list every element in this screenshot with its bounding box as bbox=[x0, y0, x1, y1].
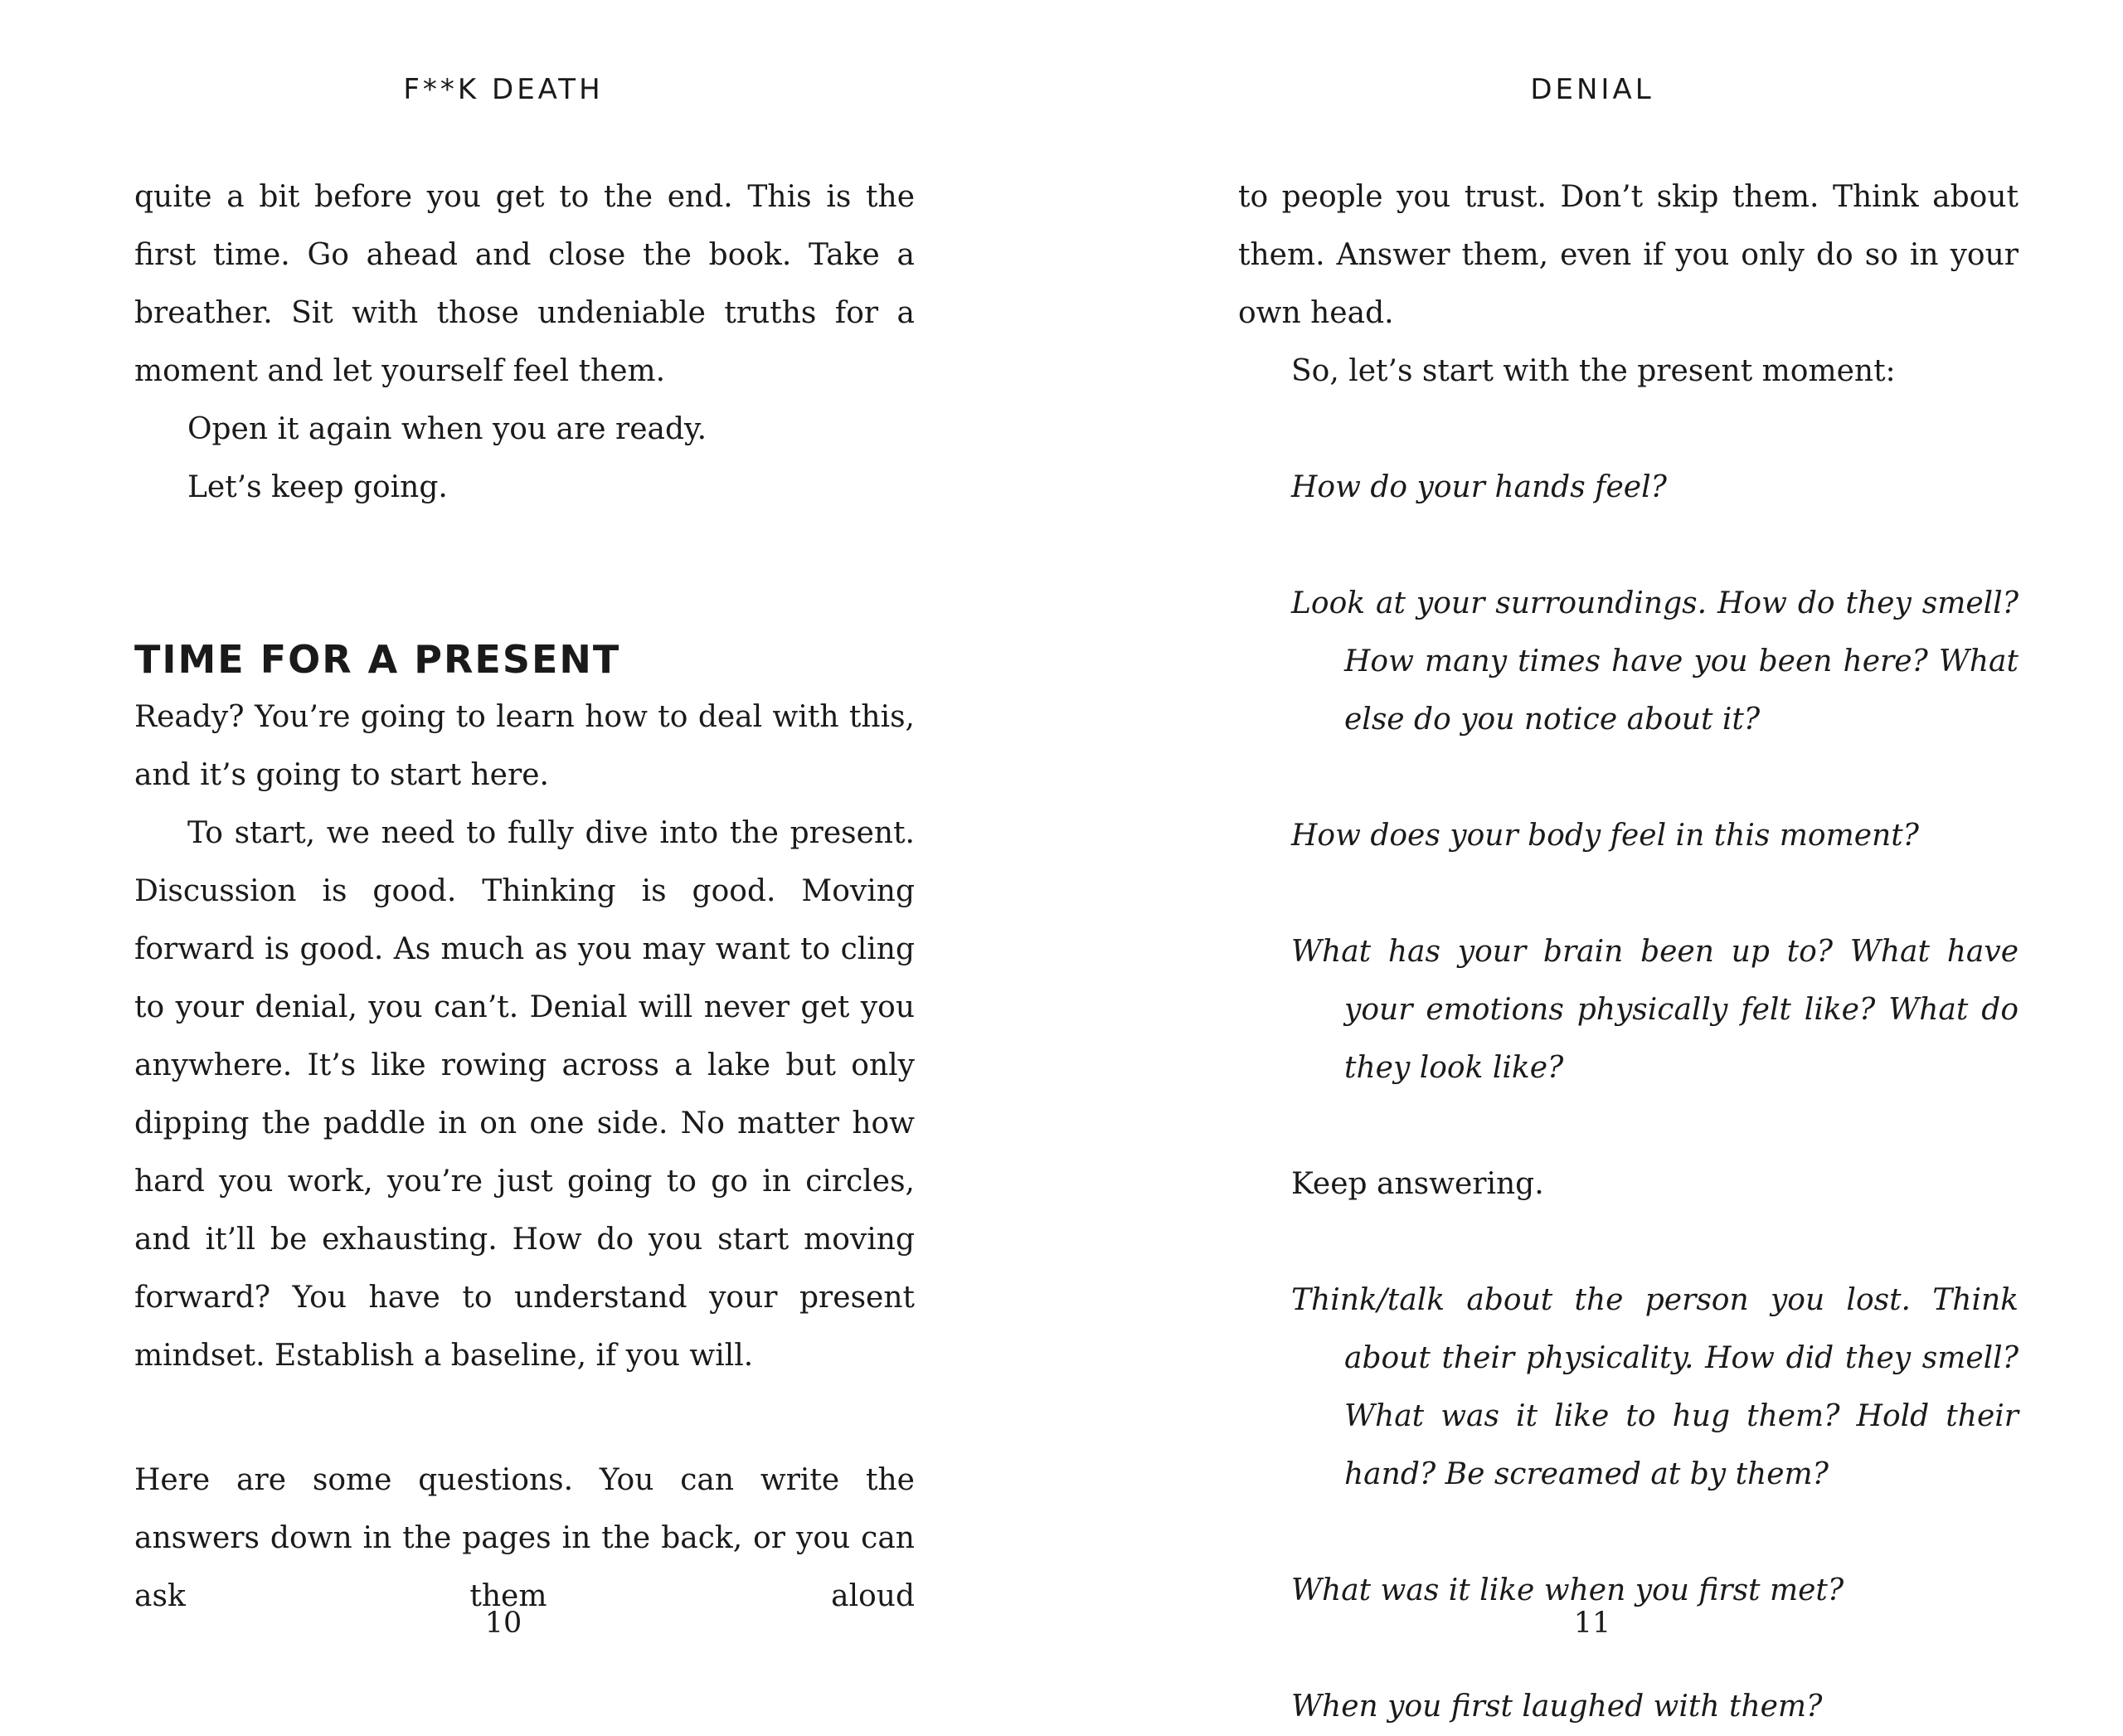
right-text bbox=[1238, 168, 2019, 1736]
para-lets-start: So, let’s start with the present moment: bbox=[1291, 354, 1896, 388]
para-open-again: Open it again when you are ready. bbox=[187, 412, 707, 446]
spacer bbox=[1238, 517, 2019, 575]
para-ready: Ready? You’re going to learn how to deal with this, and it’s going to start here. bbox=[134, 700, 915, 792]
left-bottom-text bbox=[134, 1452, 915, 1626]
page-number-left: 10 bbox=[484, 1607, 522, 1640]
spacer bbox=[1238, 1504, 2019, 1562]
spacer bbox=[1238, 749, 2019, 807]
question-first-met: What was it like when you first met? bbox=[1291, 1573, 1844, 1607]
question-person: Think/talk about the person you lost. Think about their physicality. How did they smell? What was it like to hug them? Hold their hand? Be screamed at by them? bbox=[1291, 1283, 2019, 1491]
section-heading: TIME FOR A PRESENT bbox=[134, 637, 621, 682]
top-paragraph: quite a bit before you get to the end. This is the first time. Go ahead and close the book. Take a breather. Sit with those undeniable truths for a moment and let yourself feel them. bbox=[134, 180, 915, 388]
page-number-right: 11 bbox=[1573, 1607, 1611, 1640]
left-top-text bbox=[134, 168, 915, 517]
left-section-text bbox=[134, 630, 915, 1385]
left-page bbox=[0, 0, 1062, 1699]
para-keep-going: Let’s keep going. bbox=[187, 470, 448, 504]
spacer bbox=[1238, 1097, 2019, 1155]
question-hands: How do your hands feel? bbox=[1291, 470, 1667, 504]
top-paragraph-right: to people you trust. Don’t skip them. Think about them. Answer them, even if you only do so in your own head. bbox=[1238, 180, 2019, 330]
running-head-left: F**K DEATH bbox=[403, 73, 604, 106]
question-brain: What has your brain been up to? What have your emotions physically felt like? What do they look like? bbox=[1291, 935, 2019, 1085]
para-questions: Here are some questions. You can write the answers down in the pages in the back, or you can ask them aloud bbox=[134, 1463, 915, 1613]
question-body: How does your body feel in this moment? bbox=[1291, 819, 1919, 853]
question-surroundings: Look at your surroundings. How do they smell? How many times have you been here? What else do you notice about it? bbox=[1291, 586, 2019, 737]
spacer bbox=[1238, 865, 2019, 923]
right-page bbox=[1062, 0, 2123, 1724]
spacer bbox=[1238, 401, 2019, 459]
para-to-start: To start, we need to fully dive into the present. Discussion is good. Thinking is good. Moving forward is good. As much as you may want to cling to your denial, you can’t. Denial will never get you anywhere. It’s like rowing across a lake but only dipping the paddle in on one side. No matter how hard you work, you’re just going to go in circles, and it’ll be exhausting. How do you start moving forward? You have to understand your present mindset. Establish a baseline, if you will. bbox=[134, 816, 915, 1373]
spacer bbox=[1238, 1213, 2019, 1272]
question-first-laughed: When you first laughed with them? bbox=[1291, 1690, 1823, 1724]
running-head-right: DENIAL bbox=[1530, 73, 1654, 106]
keep-answering: Keep answering. bbox=[1291, 1167, 1544, 1201]
